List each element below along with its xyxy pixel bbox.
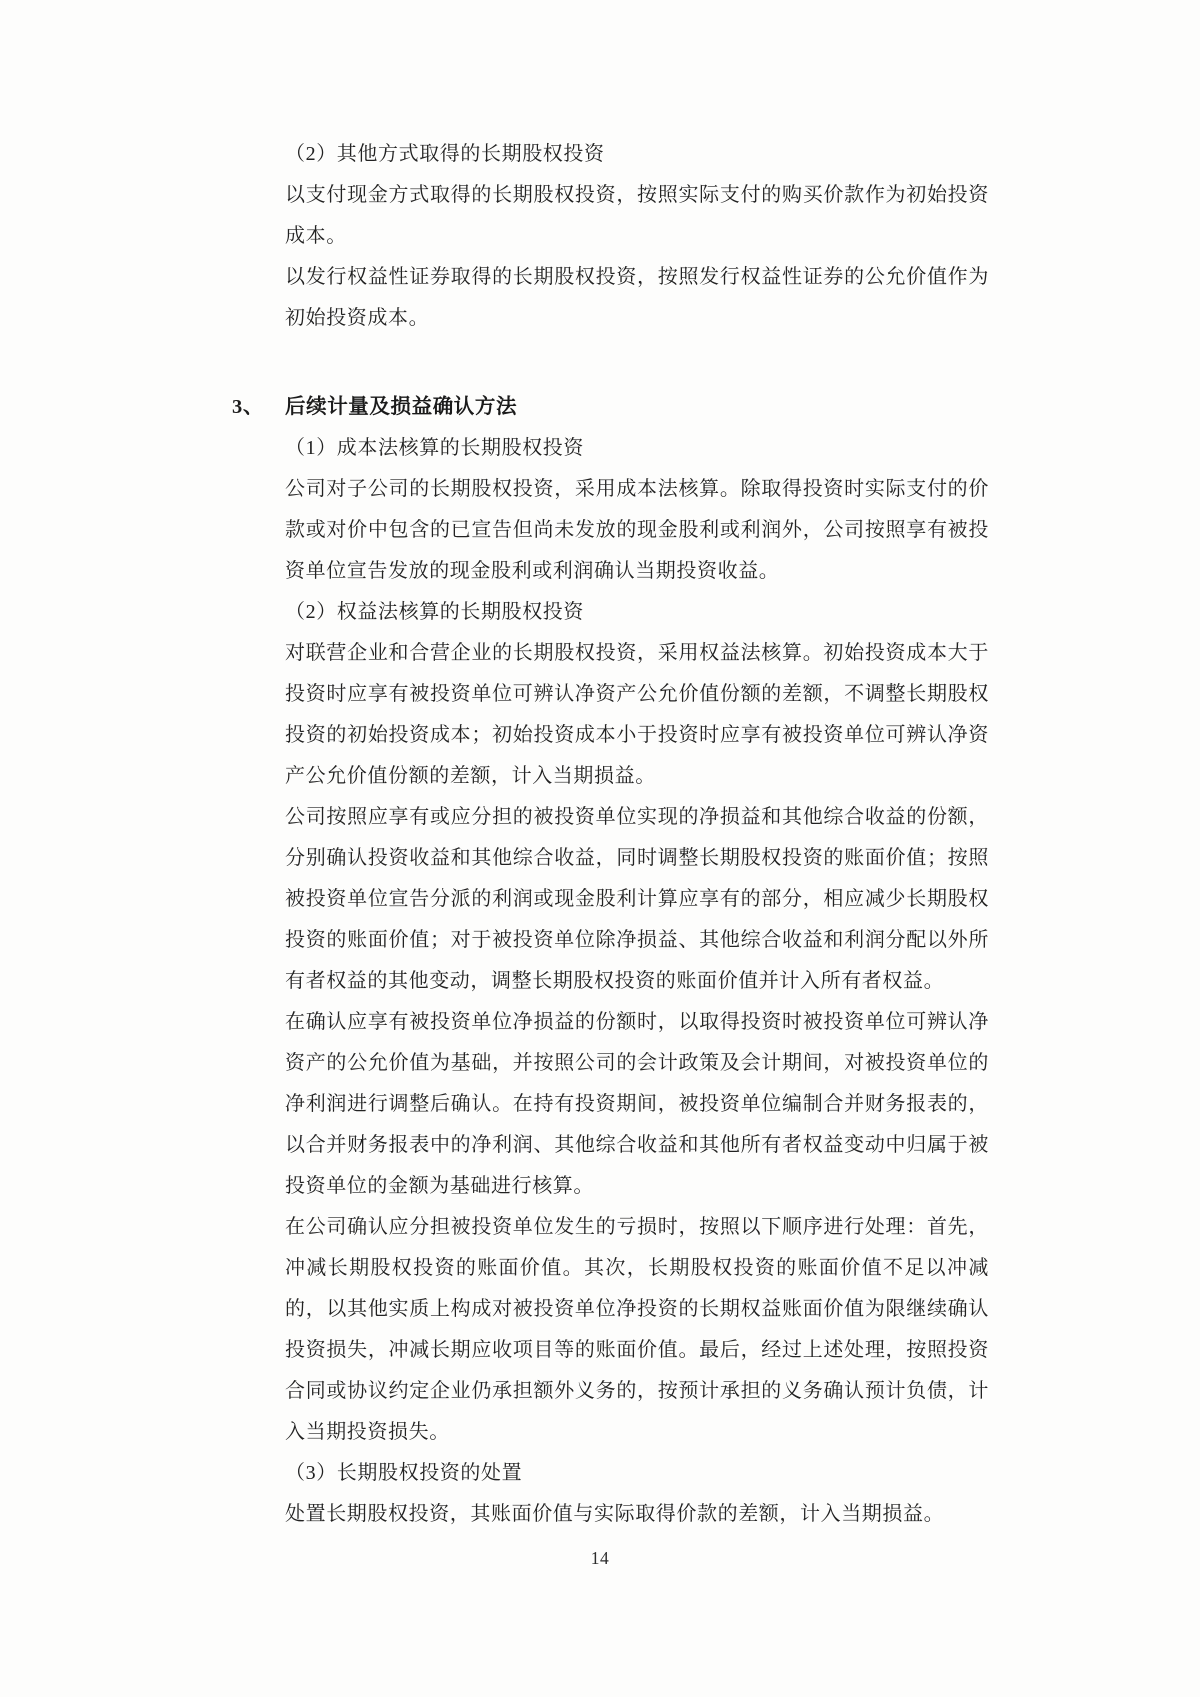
paragraph-loss-sharing-order: 在公司确认应分担被投资单位发生的亏损时，按照以下顺序进行处理：首先，冲减长期股权投资的账面价值。其次，长期股权投资的账面价值不足以冲减的，以其他实质上构成对被投资单位净投资的长期权益账面价值为限继续确认投资损失，冲减长期应收项目等的账面价值。最后，经过上述处理，按照投资合同或协议约定企业仍承担额外义务的，按预计承担的义务确认预计负债，计入当期投资损失。 [285,1216,989,1443]
sub-heading-equity-method: （2）权益法核算的长期股权投资 [285,601,584,623]
paragraph-net-profit-adjustment: 在确认应享有被投资单位净损益的份额时，以取得投资时被投资单位可辨认净资产的公允价值为基础，并按照公司的会计政策及会计期间，对被投资单位的净利润进行调整后确认。在持有投资期间，被投资单位编制合并财务报表的，以合并财务报表中的净利润、其他综合收益和其他所有者权益变动中归属于被投资单位的金额为基础进行核算。 [285,1011,989,1197]
paragraph-cost-method: 公司对子公司的长期股权投资，采用成本法核算。除取得投资时实际支付的价款或对价中包含的已宣告但尚未发放的现金股利或利润外，公司按照享有被投资单位宣告发放的现金股利或利润确认当期投资收益。 [285,478,989,582]
page-number: 14 [590,1548,610,1568]
paragraph-disposal: 处置长期股权投资，其账面价值与实际取得价款的差额，计入当期损益。 [285,1503,945,1525]
paragraph-equity-method-initial-cost: 对联营企业和合营企业的长期股权投资，采用权益法核算。初始投资成本大于投资时应享有被投资单位可辨认净资产公允价值份额的差额，不调整长期股权投资的初始投资成本；初始投资成本小于投资时应享有被投资单位可辨认净资产公允价值份额的差额，计入当期损益。 [285,642,989,787]
sub-heading-other-methods: （2）其他方式取得的长期股权投资 [285,143,605,165]
sub-heading-cost-method: （1）成本法核算的长期股权投资 [285,437,584,459]
section-heading-subsequent-measurement [232,387,989,428]
paragraph-cash-acquisition: 以支付现金方式取得的长期股权投资，按照实际支付的购买价款作为初始投资成本。 [285,184,989,247]
paragraph-equity-method-recognition: 公司按照应享有或应分担的被投资单位实现的净损益和其他综合收益的份额，分别确认投资收益和其他综合收益，同时调整长期股权投资的账面价值；按照被投资单位宣告分派的利润或现金股利计算应享有的部分，相应减少长期股权投资的账面价值；对于被投资单位除净损益、其他综合收益和利润分配以外所有者权益的其他变动，调整长期股权投资的账面价值并计入所有者权益。 [285,806,989,992]
section-title: 后续计量及损益确认方法 [285,396,518,418]
document-body [232,134,989,1535]
paragraph-equity-securities: 以发行权益性证券取得的长期股权投资，按照发行权益性证券的公允价值作为初始投资成本。 [285,266,989,329]
sub-heading-disposal: （3）长期股权投资的处置 [285,1462,523,1484]
section-number: 3、 [232,396,264,418]
